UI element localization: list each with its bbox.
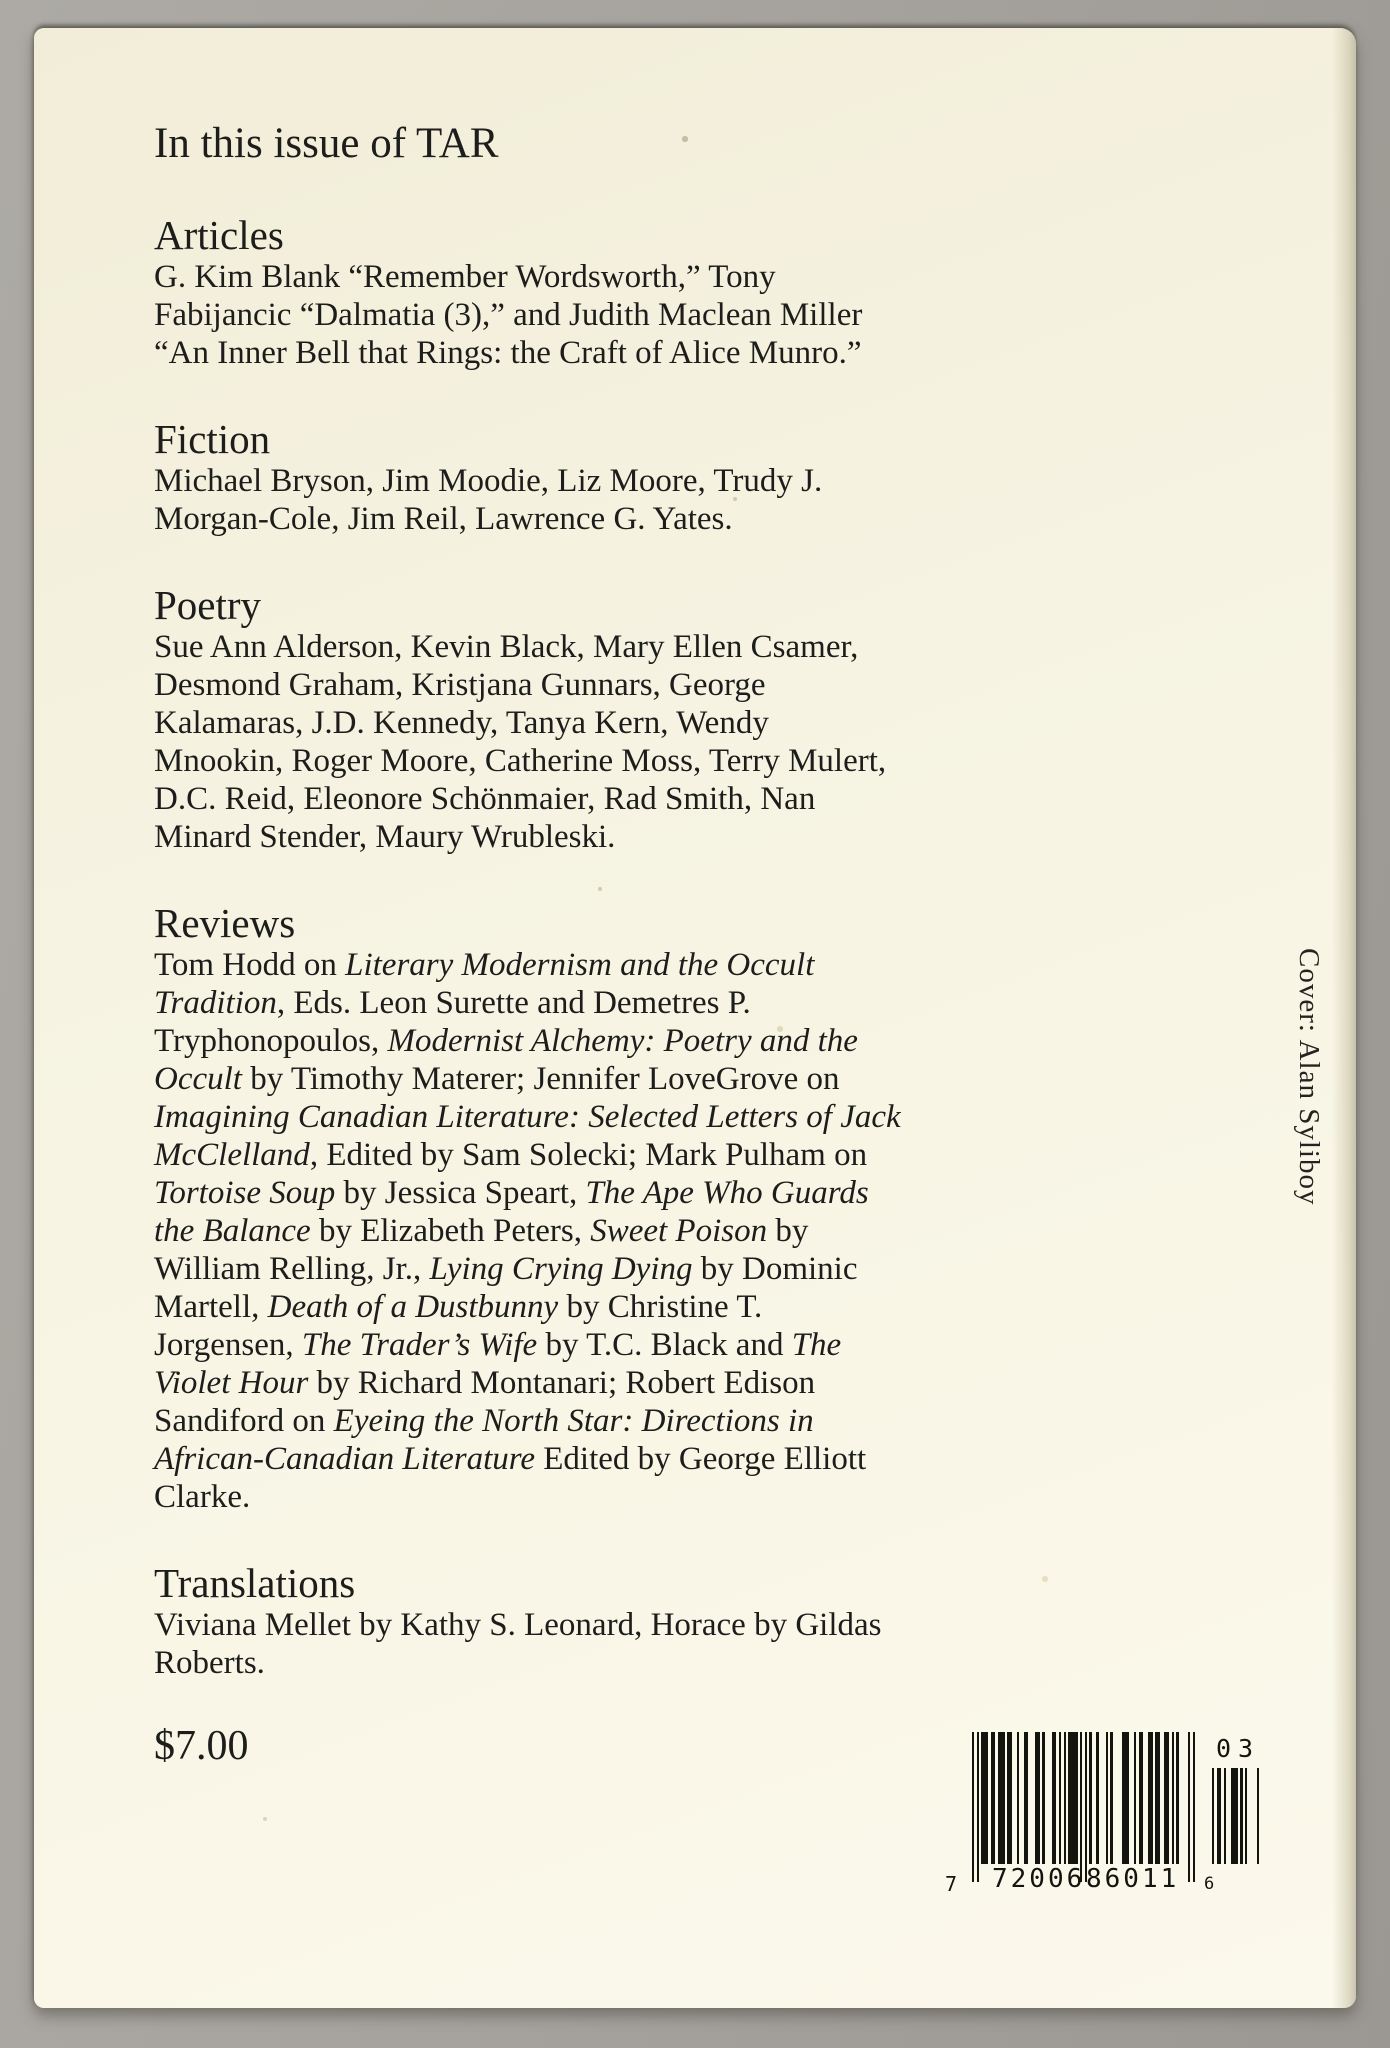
text-line: Tryphonopoulos, Modernist Alchemy: Poetry and the <box>154 1023 858 1059</box>
text-line: Tradition, Eds. Leon Surette and Demetres P. <box>154 985 751 1021</box>
text-line: McClelland, Edited by Sam Solecki; Mark Pulham on <box>154 1137 868 1173</box>
text-line: William Relling, Jr., Lying Crying Dying by Dominic <box>154 1251 858 1287</box>
barcode-digit-group2: 86011 <box>1086 1864 1180 1894</box>
section-articles <box>154 212 1054 372</box>
text-line: Occult by Timothy Materer; Jennifer LoveGrove on <box>154 1061 840 1097</box>
barcode-digit-group1: 72006 <box>992 1864 1086 1894</box>
sections <box>154 212 1054 1682</box>
cover-credit: Cover: Alan Syliboy <box>1293 948 1325 1206</box>
book-back-cover <box>34 28 1356 2008</box>
text-line: G. Kim Blank “Remember Wordsworth,” Tony <box>154 259 776 295</box>
barcode-main-bars <box>972 1732 1195 1882</box>
section-poetry <box>154 582 1054 856</box>
text-line: Roberts. <box>154 1645 265 1681</box>
text-line: Martell, Death of a Dustbunny by Christine T. <box>154 1289 763 1325</box>
section-heading: Poetry <box>154 582 262 628</box>
text-line: Imagining Canadian Literature: Selected Letters of Jack <box>154 1099 901 1135</box>
text-line: Michael Bryson, Jim Moodie, Liz Moore, Trudy J. <box>154 463 823 499</box>
text-line: Tortoise Soup by Jessica Speart, The Ape Who Guards <box>154 1175 869 1211</box>
text-line: Violet Hour by Richard Montanari; Robert Edison <box>154 1365 816 1401</box>
section-fiction <box>154 416 1054 538</box>
section-translations <box>154 1560 1054 1682</box>
contents-listing <box>154 120 1054 1770</box>
text-line: D.C. Reid, Eleonore Schönmaier, Rad Smith, Nan <box>154 781 816 817</box>
barcode-addon-label: 03 <box>1216 1734 1261 1763</box>
section-reviews <box>154 900 1054 1516</box>
text-line: Morgan-Cole, Jim Reil, Lawrence G. Yates. <box>154 501 733 537</box>
barcode-addon-bars <box>1212 1768 1259 1864</box>
section-heading: Fiction <box>154 416 271 462</box>
text-line: Mnookin, Roger Moore, Catherine Moss, Terry Mulert, <box>154 743 887 779</box>
barcode-digit-left: 7 <box>945 1872 958 1896</box>
text-line: Clarke. <box>154 1479 251 1515</box>
price-label: $7.00 <box>154 1723 249 1769</box>
barcode-digit-right: 6 <box>1204 1874 1215 1894</box>
page-fore-edge <box>1332 28 1356 2008</box>
text-line: Jorgensen, The Trader’s Wife by T.C. Black and The <box>154 1327 842 1363</box>
text-line: Viviana Mellet by Kathy S. Leonard, Horace by Gildas <box>154 1607 882 1643</box>
text-line: Sandiford on Eyeing the North Star: Directions in <box>154 1403 814 1439</box>
page-title: In this issue of TAR <box>154 120 499 167</box>
text-line: Tom Hodd on Literary Modernism and the Occult <box>154 947 815 983</box>
text-line: Minard Stender, Maury Wrubleski. <box>154 819 616 855</box>
paper-specks <box>34 28 36 30</box>
text-line: Kalamaras, J.D. Kennedy, Tanya Kern, Wendy <box>154 705 769 741</box>
text-line: the Balance by Elizabeth Peters, Sweet Poison by <box>154 1213 809 1249</box>
text-line: “An Inner Bell that Rings: the Craft of Alice Munro.” <box>154 335 862 371</box>
text-line: African-Canadian Literature Edited by George Elliott <box>154 1441 867 1477</box>
section-heading: Articles <box>154 212 284 258</box>
text-line: Fabijancic “Dalmatia (3),” and Judith Maclean Miller <box>154 297 863 333</box>
upc-barcode <box>945 1732 1312 1922</box>
text-line: Sue Ann Alderson, Kevin Black, Mary Ellen Csamer, <box>154 629 859 665</box>
section-heading: Reviews <box>154 900 296 946</box>
text-line: Desmond Graham, Kristjana Gunnars, George <box>154 667 766 703</box>
section-heading: Translations <box>154 1560 356 1606</box>
